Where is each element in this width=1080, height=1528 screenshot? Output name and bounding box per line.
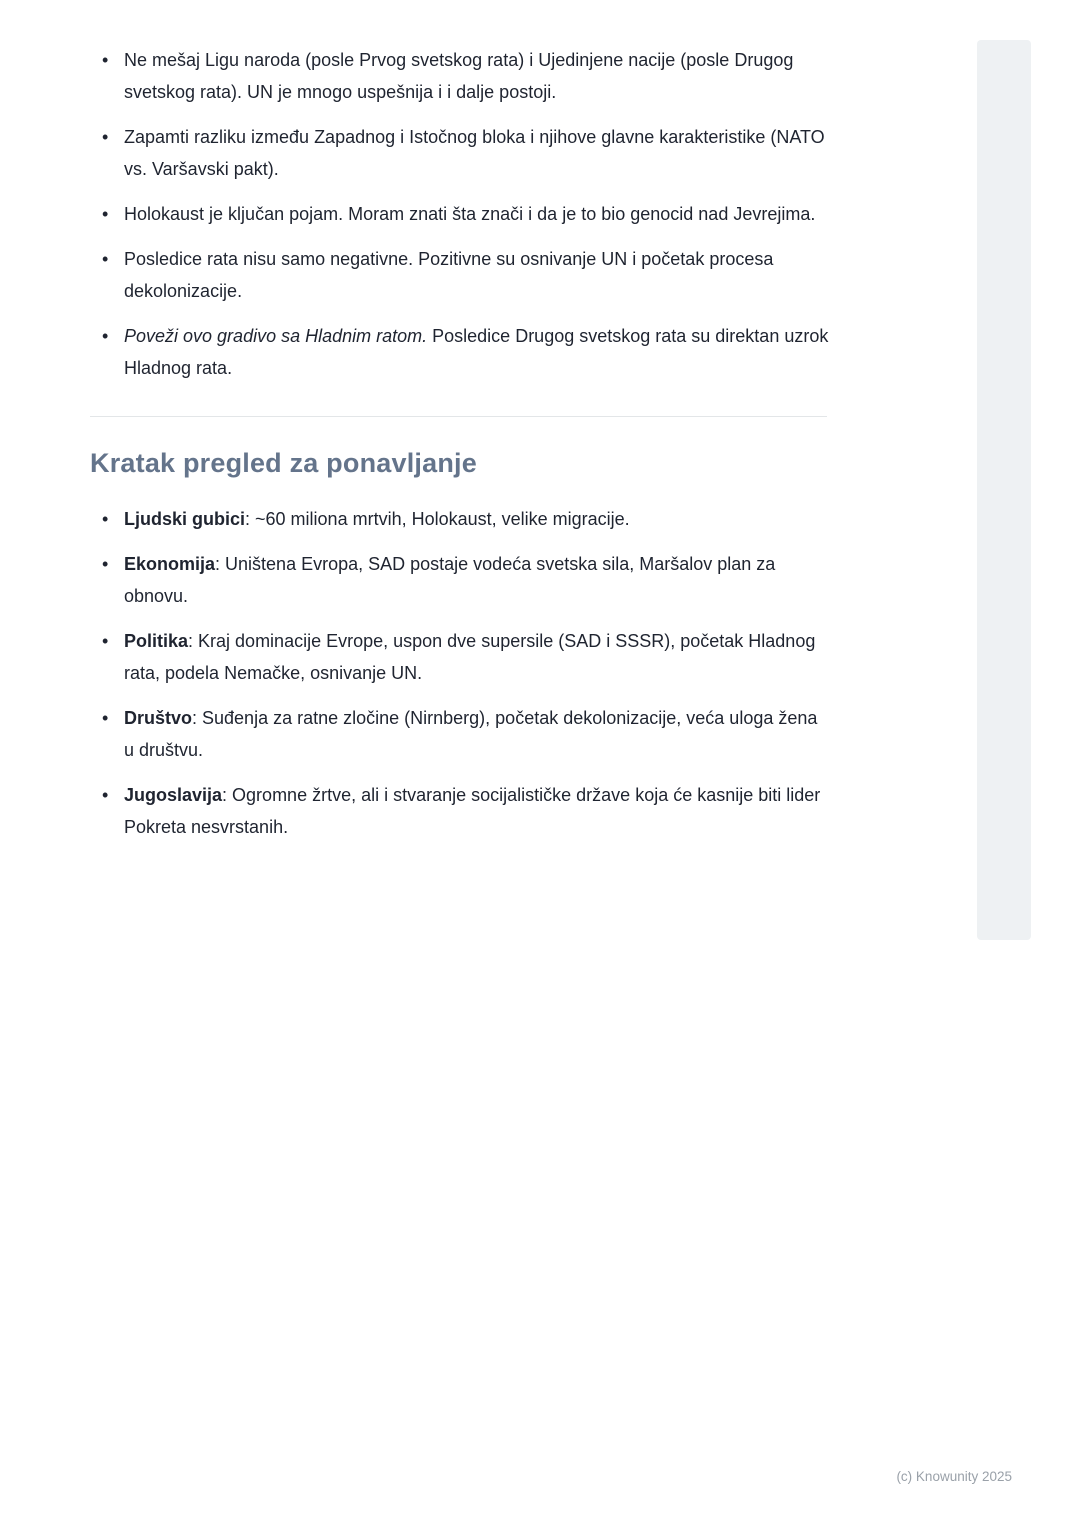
- list-item: [90, 121, 830, 185]
- summary-term: Društvo: [124, 708, 193, 728]
- bullet-marker: •: [102, 554, 109, 574]
- bullet-marker: •: [102, 785, 109, 805]
- list-item: [90, 503, 830, 535]
- section-heading: Kratak pregled za ponavljanje: [90, 448, 477, 478]
- bullet-marker: •: [102, 249, 109, 269]
- list-item: [90, 548, 830, 612]
- document-page: [90, 44, 830, 856]
- note-text: Poveži ovo gradivo sa Hladnim ratom.: [124, 326, 428, 346]
- section-divider: [90, 416, 827, 417]
- summary-list: [90, 503, 830, 843]
- summary-term: Politika: [124, 631, 189, 651]
- bullet-marker: •: [102, 127, 109, 147]
- bullet-marker: •: [102, 631, 109, 651]
- bullet-marker: •: [102, 50, 109, 70]
- summary-text: : Ogromne žrtve, ali i stvaranje socijalističke države koja će kasnije biti lider Pokreta nesvrstanih.: [124, 785, 821, 837]
- notes-list: [90, 44, 830, 384]
- list-item: [90, 779, 830, 843]
- summary-text: : Uništena Evropa, SAD postaje vodeća svetska sila, Maršalov plan za obnovu.: [124, 554, 776, 606]
- bullet-marker: •: [102, 326, 109, 346]
- note-text: Posledice Drugog svetskog rata su direktan uzrok Hladnog rata.: [124, 326, 829, 378]
- scrollbar-track[interactable]: [977, 40, 1031, 940]
- list-item: [90, 198, 830, 230]
- list-item: [90, 243, 830, 307]
- copyright-text: (c) Knowunity 2025: [896, 1469, 1012, 1484]
- bullet-marker: •: [102, 204, 109, 224]
- list-item: [90, 702, 830, 766]
- list-item: [90, 320, 830, 384]
- summary-term: Ekonomija: [124, 554, 216, 574]
- summary-text: : Suđenja za ratne zločine (Nirnberg), početak dekolonizacije, veća uloga žena u društvu.: [124, 708, 818, 760]
- summary-term: Ljudski gubici: [124, 509, 246, 529]
- bullet-marker: •: [102, 708, 109, 728]
- list-item: [90, 625, 830, 689]
- summary-text: : Kraj dominacije Evrope, uspon dve supersile (SAD i SSSR), početak Hladnog rata, podela Nemačke, osnivanje UN.: [124, 631, 816, 683]
- list-item: [90, 44, 830, 108]
- note-text: Posledice rata nisu samo negativne. Pozitivne su osnivanje UN i početak procesa dekolonizacije.: [124, 249, 774, 301]
- note-text: Ne mešaj Ligu naroda (posle Prvog svetskog rata) i Ujedinjene nacije (posle Drugog svetskog rata). UN je mnogo uspešnija i i dalje postoji.: [124, 50, 794, 102]
- bullet-marker: •: [102, 509, 109, 529]
- summary-text: : ~60 miliona mrtvih, Holokaust, velike migracije.: [245, 509, 630, 529]
- note-text: Zapamti razliku između Zapadnog i Istočnog bloka i njihove glavne karakteristike (NATO vs. Varšavski pakt).: [124, 127, 825, 179]
- summary-term: Jugoslavija: [124, 785, 223, 805]
- note-text: Holokaust je ključan pojam. Moram znati šta znači i da je to bio genocid nad Jevrejima.: [124, 204, 816, 224]
